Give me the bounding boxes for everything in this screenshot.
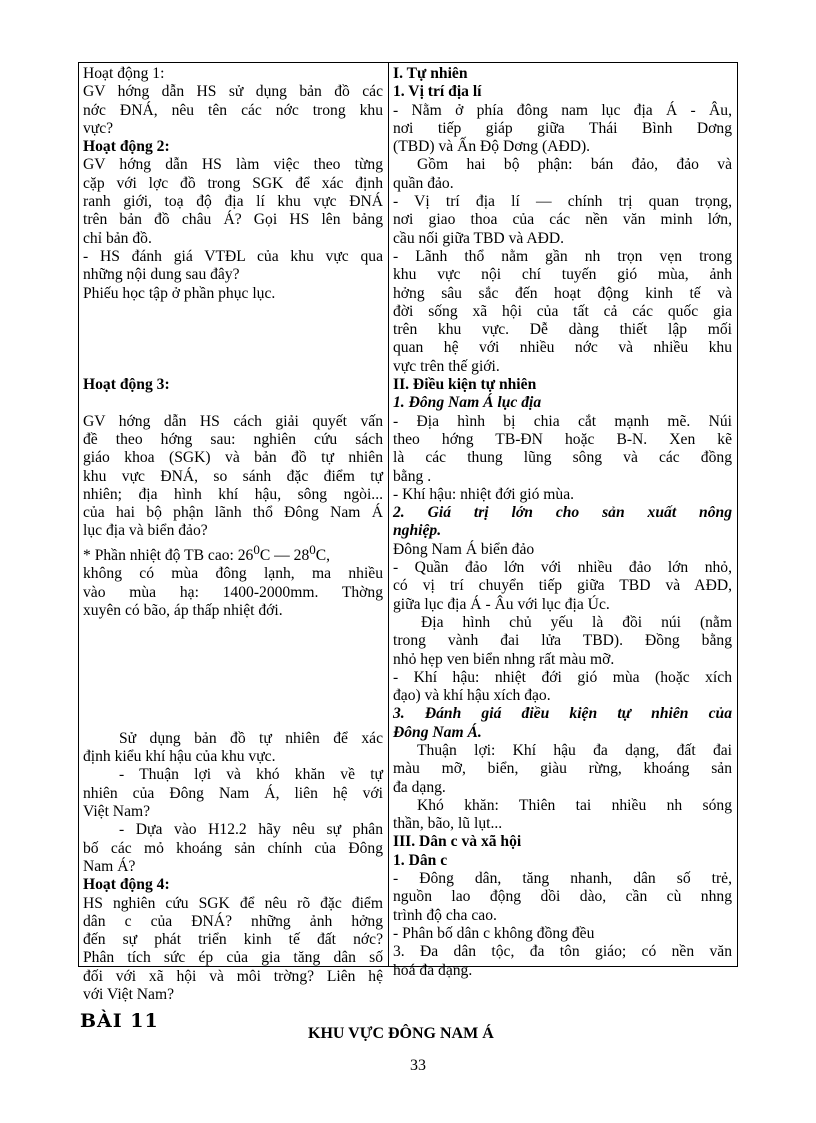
subheading-population: 1. Dân c <box>393 851 448 869</box>
subheading-agriculture-cont: nghiệp. <box>393 522 442 540</box>
text-line: thần, bão, lũ lụt... <box>393 815 503 833</box>
text-line: Sử dụng bản đồ tự nhiên để xác <box>119 729 383 747</box>
teaching-activities-column <box>79 63 389 1004</box>
text-line: Thuận lợi: Khí hậu đa dạng, đất đai <box>417 741 732 759</box>
section-heading-nature: I. Tự nhiên <box>393 65 468 82</box>
temperature-line <box>83 541 383 565</box>
text-line: quan hệ với nhiều nớc và nhiều khu <box>393 339 732 357</box>
content-column <box>389 63 737 979</box>
text-line: định kiểu khí hậu của khu vực. <box>83 748 276 766</box>
spacer <box>83 693 383 711</box>
spacer <box>83 657 383 675</box>
spacer <box>83 321 383 339</box>
text-line: HS nghiên cứu SGK để nêu rõ đặc điểm <box>83 894 383 912</box>
text-line: khu vực nội chí tuyến gió mùa, ảnh <box>393 266 732 284</box>
text-line: (TBD) và Ấn Độ Dơng (AĐD). <box>393 138 591 156</box>
text-line: dân c của ĐNÁ? những ảnh hởng <box>83 912 383 930</box>
subheading-assessment: 3. Đánh giá điều kiện tự nhiên của <box>393 705 732 723</box>
text-line: có vị trí chuyển tiếp giữa TBD và AĐD, <box>393 577 732 595</box>
text-line: trình độ cha cao. <box>393 906 497 924</box>
text-line: nhiên của Đông Nam Á, liên hệ với <box>83 784 383 802</box>
lesson-number: BÀI 11 <box>80 1010 159 1032</box>
temp-text: C — 28 <box>259 546 310 564</box>
text-line: giữa lục địa Á - Âu với lục địa Úc. <box>393 595 610 613</box>
subheading-mainland: 1. Đông Nam Á lục địa <box>393 394 542 412</box>
text-line: đạo) và khí hậu xích đạo. <box>393 687 551 705</box>
text-line: GV hớng dẫn HS làm việc theo từng <box>83 156 383 174</box>
text-line: bố các mỏ khoáng sản chính của Đông <box>83 839 383 857</box>
activity-1-heading: Hoạt động 1: <box>83 65 165 82</box>
text-line: Phiếu học tập ở phần phục lục. <box>83 284 276 302</box>
text-line: những nội dung sau đây? <box>83 266 240 284</box>
text-line: nguồn lao động dồi dào, cần cù nhng <box>393 888 732 906</box>
text-line: Nam Á? <box>83 857 136 875</box>
activity-2-heading: Hoạt động 2: <box>83 138 170 156</box>
text-line: nhỏ hẹp ven biển nhng rất màu mỡ. <box>393 650 615 668</box>
text-line: - Đông dân, tăng nhanh, dân số trẻ, <box>393 870 732 888</box>
text-line: trên khu vực. Dễ dàng thiết lập mối <box>393 321 732 339</box>
text-line: hoá đa dạng. <box>393 961 473 979</box>
text-line: trên bản đồ châu Á? Gọi HS lên bảng <box>83 211 383 229</box>
subheading-location: 1. Vị trí địa lí <box>393 83 482 101</box>
text-line: 3. Đa dân tộc, đa tôn giáo; có nền văn <box>393 943 732 961</box>
text-line: - HS đánh giá VTĐL của khu vực qua <box>83 247 383 265</box>
spacer <box>83 712 383 730</box>
page-number: 33 <box>410 1057 426 1074</box>
text-line: nhiên; địa hình khí hậu, sông ngòi... <box>83 485 383 503</box>
lesson-table <box>78 62 738 1004</box>
text-line: khu vực ĐNÁ, so sánh đặc điểm tự <box>83 467 383 485</box>
text-line: quần đảo. <box>393 174 454 192</box>
spacer <box>83 675 383 693</box>
text-line: Việt Nam? <box>83 803 151 821</box>
text-line: vực trên thế giới. <box>393 357 500 375</box>
text-line: vực? <box>83 119 114 137</box>
text-line: nơi giao thoa của các nền văn minh lớn, <box>393 211 732 229</box>
text-line: màu mỡ, biển, giàu rừng, khoáng sản <box>393 760 732 778</box>
text-line: là các thung lũng sông và các đồng <box>393 449 732 467</box>
text-line: - Khí hậu: nhiệt đới gió mùa. <box>393 485 575 503</box>
temp-text: C, <box>315 546 331 564</box>
temp-text: * Phần nhiệt độ TB cao: 26 <box>83 546 254 564</box>
text-line: - Dựa vào H12.2 hãy nêu sự phân <box>119 821 383 839</box>
text-line: đến sự phát triển kinh tế đất nớc? <box>83 931 383 949</box>
text-line: cầu nối giữa TBD và AĐD. <box>393 229 565 247</box>
text-line: Đông Nam Á biển đảo <box>393 540 535 558</box>
text-line: xuyên có bão, áp thấp nhiệt đới. <box>83 601 283 619</box>
text-line: - Lãnh thổ nằm gần nh trọn vẹn trong <box>393 247 732 265</box>
text-line: bằng . <box>393 467 432 485</box>
text-line: không có mùa đông lạnh, ma nhiều <box>83 565 383 583</box>
spacer <box>83 620 383 638</box>
degree-sup: 0 <box>253 541 260 557</box>
text-line: GV hớng dẫn HS sử dụng bản đồ các <box>83 83 383 101</box>
section-heading-population: III. Dân c và xã hội <box>393 833 522 851</box>
subheading-agriculture: 2. Giá trị lớn cho sản xuất nông <box>393 504 732 522</box>
spacer <box>83 303 383 321</box>
text-line: lục địa và biển đảo? <box>83 522 208 540</box>
text-line: nớc ĐNÁ, nêu tên các nớc trong khu <box>83 101 383 119</box>
text-line: với Việt Nam? <box>83 986 175 1004</box>
text-line: - Thuận lợi và khó khăn về tự <box>119 766 383 784</box>
text-line: đề theo hớng sau: nghiên cứu sách <box>83 430 383 448</box>
text-line: Khó khăn: Thiên tai nhiều nh sóng <box>417 796 732 814</box>
text-line: Gồm hai bộ phận: bán đảo, đảo và <box>417 156 732 174</box>
text-line: Phân tích sức ép của gia tăng dân số <box>83 949 383 967</box>
text-line: - Quần đảo lớn với nhiều đảo lớn nhỏ, <box>393 559 732 577</box>
activity-3-heading: Hoạt động 3: <box>83 376 170 394</box>
spacer <box>83 358 383 376</box>
text-line: Địa hình chủ yếu là đồi núi (nằm <box>421 613 732 631</box>
text-line: trong vành đai lửa TBD). Đồng bằng <box>393 632 732 650</box>
text-line: - Địa hình bị chia cắt mạnh mẽ. Núi <box>393 412 732 430</box>
spacer <box>83 638 383 656</box>
section-heading-conditions: II. Điều kiện tự nhiên <box>393 376 537 394</box>
spacer <box>83 339 383 357</box>
text-line: hởng sâu sắc đến hoạt động kinh tế và <box>393 284 732 302</box>
text-line: vào mùa hạ: 1400-2000mm. Thờng <box>83 583 383 601</box>
text-line: nơi tiếp giáp giữa Thái Bình Dơng <box>393 119 732 137</box>
text-line: GV hớng dẫn HS cách giải quyết vấn <box>83 412 383 430</box>
degree-sup: 0 <box>309 541 316 557</box>
text-line: giáo khoa (SGK) và bản đồ tự nhiên <box>83 449 383 467</box>
text-line: chỉ bản đồ. <box>83 229 152 247</box>
text-line: của hai bộ phận lãnh thổ Đông Nam Á <box>83 504 383 522</box>
text-line: - Khí hậu: nhiệt đới gió mùa (hoặc xích <box>393 668 732 686</box>
text-line: - Vị trí địa lí — chính trị quan trọng, <box>393 193 732 211</box>
activity-4-heading: Hoạt động 4: <box>83 876 170 894</box>
lesson-title: KHU VỰC ĐÔNG NAM Á <box>308 1025 494 1042</box>
text-line: - Phân bố dân c không đồng đều <box>393 924 595 942</box>
subheading-assessment-cont: Đông Nam Á. <box>393 723 482 741</box>
text-line: theo hớng TB-ĐN hoặc B-N. Xen kẽ <box>393 430 732 448</box>
text-line: - Nằm ở phía đông nam lục địa Á - Âu, <box>393 101 732 119</box>
text-line: đời sống xã hội của tất cả các quốc gia <box>393 302 732 320</box>
text-line: ranh giới, toạ độ địa lí khu vực ĐNÁ <box>83 193 383 211</box>
text-line: đa dạng. <box>393 778 446 796</box>
spacer <box>83 394 383 412</box>
text-line: cặp với lợc đồ trong SGK để xác định <box>83 174 383 192</box>
text-line: đối với xã hội và môi trờng? Liên hệ <box>83 967 383 985</box>
